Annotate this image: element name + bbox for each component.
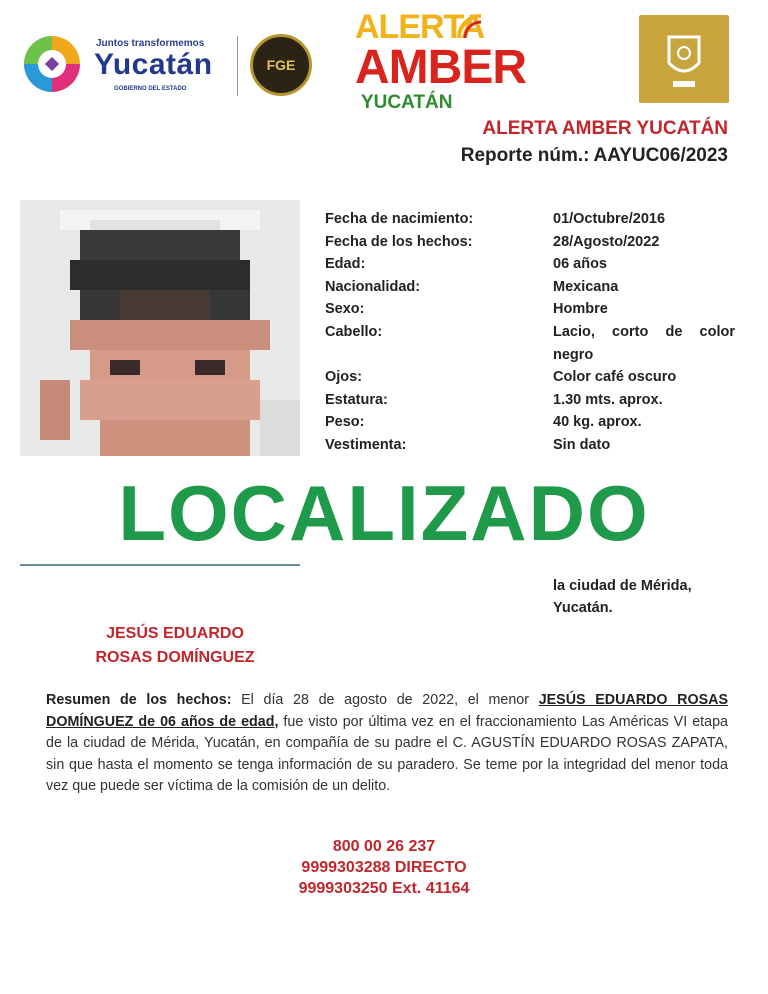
- detail-label: Peso:: [325, 414, 365, 431]
- alerta-amber-logo-icon: [355, 8, 526, 113]
- section-divider: [20, 564, 300, 566]
- detail-value: Lacio, corto de color negro: [553, 323, 735, 363]
- amber-logo-line2: AMBER: [355, 41, 526, 94]
- detail-label: Ojos:: [325, 369, 363, 386]
- detail-value: Sin dato: [553, 436, 611, 453]
- person-name: [30, 622, 320, 670]
- detail-value: Hombre: [553, 301, 608, 318]
- detail-row: [325, 321, 735, 366]
- summary-text-1: El día 28 de agosto de 2022, el menor: [231, 692, 539, 708]
- summary-label: Resumen de los hechos:: [46, 692, 232, 708]
- detail-row: [325, 434, 735, 457]
- detail-row: [325, 411, 735, 434]
- detail-value: 40 kg. aprox.: [553, 414, 642, 431]
- summary-paragraph: [46, 690, 728, 798]
- report-number: AAYUC06/2023: [593, 145, 728, 166]
- alert-title: ALERTA AMBER YUCATÁN: [482, 118, 728, 139]
- yucatan-logo-icon: [20, 32, 84, 96]
- phone-number: 9999303288 DIRECTO: [301, 859, 467, 876]
- person-photo-pixelated: [20, 200, 300, 456]
- crest-shield-icon: [639, 15, 729, 103]
- detail-row: [325, 231, 735, 254]
- detail-label: Sexo:: [325, 301, 365, 318]
- summary-highlight: JESÚS EDUARDO ROSAS DOMÍNGUEZ de 06 años de edad,: [46, 692, 729, 730]
- detail-label: Edad:: [325, 256, 366, 273]
- amber-signal-icon: [455, 12, 485, 42]
- detail-row: [325, 389, 735, 412]
- amber-logo-line3: YUCATÁN: [361, 92, 453, 113]
- logo-divider: [237, 36, 238, 96]
- detail-label: Cabello:: [325, 323, 383, 340]
- person-details: [325, 208, 735, 457]
- person-name-line1: JESÚS EDUARDO: [106, 625, 244, 642]
- yucatan-logo-subtitle: GOBIERNO DEL ESTADO: [114, 86, 187, 92]
- detail-value: Mexicana: [553, 278, 619, 295]
- yucatan-logo-name: Yucatán: [94, 48, 213, 81]
- detail-label: Estatura:: [325, 391, 388, 408]
- detail-label: Fecha de nacimiento:: [325, 211, 474, 227]
- phone-number: 9999303250 Ext. 41164: [298, 880, 470, 897]
- location-fragment: la ciudad de Mérida, Yucatán.: [553, 578, 692, 616]
- government-crest-icon: [639, 15, 729, 103]
- report-number-line: [457, 145, 728, 167]
- person-name-line2: ROSAS DOMÍNGUEZ: [95, 649, 255, 666]
- status-localizado: LOCALIZADO: [118, 469, 650, 557]
- detail-value: 1.30 mts. aprox.: [553, 391, 663, 408]
- detail-row: [325, 208, 735, 231]
- fge-seal-icon: FGE: [250, 34, 312, 96]
- detail-value: 01/Octubre/2016: [553, 211, 666, 227]
- detail-label: Nacionalidad:: [325, 278, 421, 295]
- detail-row: [325, 276, 735, 299]
- detail-value: 28/Agosto/2022: [553, 233, 660, 250]
- detail-label: Vestimenta:: [325, 436, 407, 453]
- yucatan-logo-tagline: Juntos transformemos: [96, 38, 205, 49]
- detail-row: [325, 253, 735, 276]
- report-number-label: Reporte núm.:: [460, 145, 590, 166]
- yucatan-government-logo: [20, 32, 230, 98]
- detail-value: 06 años: [553, 256, 607, 273]
- contact-phones: [0, 836, 768, 899]
- detail-value: Color café oscuro: [553, 369, 677, 386]
- detail-row: [325, 366, 735, 389]
- detail-row: [325, 298, 735, 321]
- phone-number: 800 00 26 237: [332, 838, 436, 855]
- amber-logo-line1: ALERTA: [355, 8, 485, 46]
- detail-label: Fecha de los hechos:: [325, 233, 473, 250]
- summary-text-2: fue visto por última vez en el fraccionamiento Las Américas VI etapa de la ciudad de Mérida, Yucatán, en compañía de su padre el C. AGUSTÍN EDUARDO ROSAS ZAPATA, sin que hasta el momento se tenga información de su paradero. Se teme por la integridad del menor toda vez que puede ser víctima de la comisión de un delito.: [46, 713, 728, 794]
